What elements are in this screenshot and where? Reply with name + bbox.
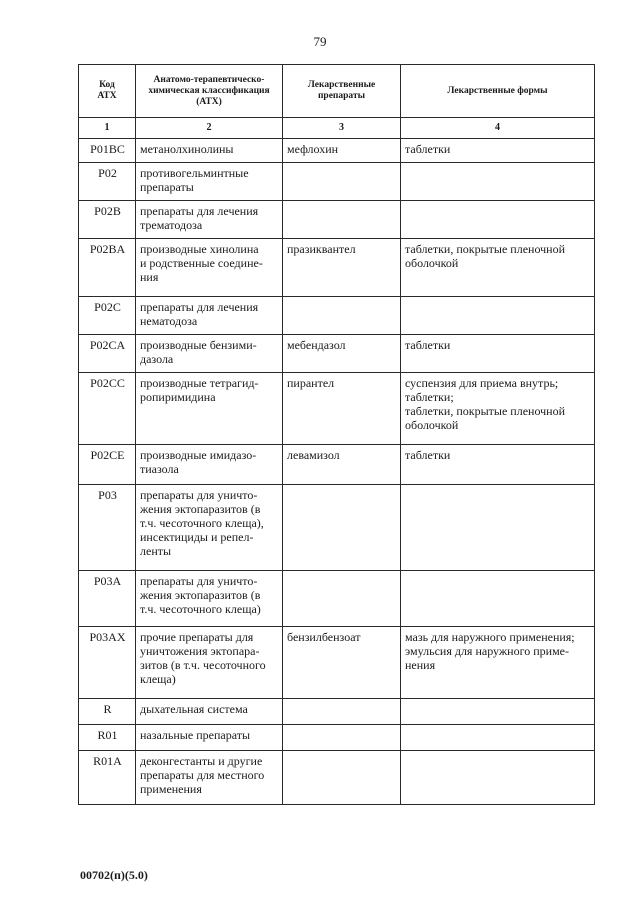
row-code: P02 xyxy=(79,163,136,201)
row-atx-name: прочие препараты для уничтожения эктопара- зитов (в т.ч. чесоточного клеща) xyxy=(136,627,283,699)
row-drug xyxy=(283,725,401,751)
table-row xyxy=(79,239,595,297)
page-number: 79 xyxy=(313,34,327,49)
row-code: P01BC xyxy=(79,139,136,163)
table-row xyxy=(79,699,595,725)
row-atx-name: производные хинолина и родственные соедине- ния xyxy=(136,239,283,297)
row-dosage-form: таблетки xyxy=(401,445,595,485)
table-row xyxy=(79,373,595,445)
table-row xyxy=(79,725,595,751)
row-drug xyxy=(283,297,401,335)
header-dosage-forms: Лекарственные формы xyxy=(401,65,595,118)
row-code: P02BA xyxy=(79,239,136,297)
row-code: P02CE xyxy=(79,445,136,485)
row-drug: левамизол xyxy=(283,445,401,485)
row-atx-name: препараты для лечения трематодоза xyxy=(136,201,283,239)
row-atx-name: препараты для лечения нематодоза xyxy=(136,297,283,335)
row-code: P02CC xyxy=(79,373,136,445)
row-drug xyxy=(283,751,401,805)
table-row xyxy=(79,627,595,699)
row-dosage-form xyxy=(401,485,595,571)
row-dosage-form xyxy=(401,699,595,725)
row-atx-name: производные тетрагид- ропиримидина xyxy=(136,373,283,445)
row-drug xyxy=(283,201,401,239)
table-row xyxy=(79,571,595,627)
row-drug: празиквантел xyxy=(283,239,401,297)
row-atx-name: дыхательная система xyxy=(136,699,283,725)
row-code: P02B xyxy=(79,201,136,239)
header-atx-code: Код АТХ xyxy=(79,65,136,118)
row-dosage-form: таблетки xyxy=(401,139,595,163)
row-atx-name: производные бензими- дазола xyxy=(136,335,283,373)
row-dosage-form xyxy=(401,163,595,201)
header-drugs: Лекарственные препараты xyxy=(283,65,401,118)
row-atx-name: метанолхинолины xyxy=(136,139,283,163)
row-atx-name: деконгестанты и другие препараты для местного применения xyxy=(136,751,283,805)
column-number: 2 xyxy=(136,118,283,139)
atx-classification-table xyxy=(78,64,595,805)
row-code: P02CA xyxy=(79,335,136,373)
table-row xyxy=(79,163,595,201)
row-drug xyxy=(283,485,401,571)
row-code: P03AX xyxy=(79,627,136,699)
row-dosage-form xyxy=(401,201,595,239)
table-row xyxy=(79,335,595,373)
row-dosage-form: таблетки, покрытые пленочной оболочкой xyxy=(401,239,595,297)
row-atx-name: производные имидазо- тиазола xyxy=(136,445,283,485)
row-code: R01A xyxy=(79,751,136,805)
row-drug xyxy=(283,163,401,201)
row-dosage-form: мазь для наружного применения; эмульсия для наружного приме- нения xyxy=(401,627,595,699)
row-code: P03 xyxy=(79,485,136,571)
row-code: P03A xyxy=(79,571,136,627)
row-drug xyxy=(283,571,401,627)
table-row xyxy=(79,139,595,163)
row-code: R xyxy=(79,699,136,725)
row-code: P02C xyxy=(79,297,136,335)
row-drug: мефлохин xyxy=(283,139,401,163)
row-dosage-form xyxy=(401,297,595,335)
row-drug xyxy=(283,699,401,725)
row-dosage-form xyxy=(401,751,595,805)
row-dosage-form: суспензия для приема внутрь; таблетки; таблетки, покрытые пленочной оболочкой xyxy=(401,373,595,445)
column-number: 3 xyxy=(283,118,401,139)
row-atx-name: противогельминтные препараты xyxy=(136,163,283,201)
table-row xyxy=(79,485,595,571)
header-atx-classification: Анатомо-терапевтическо- химическая классификация (АТХ) xyxy=(136,65,283,118)
table-header-row xyxy=(79,65,595,118)
column-number: 1 xyxy=(79,118,136,139)
table-row xyxy=(79,297,595,335)
row-atx-name: препараты для уничто- жения эктопаразитов (в т.ч. чесоточного клеща) xyxy=(136,571,283,627)
row-dosage-form: таблетки xyxy=(401,335,595,373)
row-atx-name: назальные препараты xyxy=(136,725,283,751)
row-dosage-form xyxy=(401,571,595,627)
column-number-row xyxy=(79,118,595,139)
row-drug: бензилбензоат xyxy=(283,627,401,699)
row-drug: пирантел xyxy=(283,373,401,445)
row-dosage-form xyxy=(401,725,595,751)
table-row xyxy=(79,445,595,485)
document-code-footer: 00702(п)(5.0) xyxy=(80,868,148,882)
column-number: 4 xyxy=(401,118,595,139)
row-drug: мебендазол xyxy=(283,335,401,373)
row-atx-name: препараты для уничто- жения эктопаразитов (в т.ч. чесоточного клеща), инсектициды и репел- ленты xyxy=(136,485,283,571)
table-row xyxy=(79,201,595,239)
row-code: R01 xyxy=(79,725,136,751)
table-row xyxy=(79,751,595,805)
